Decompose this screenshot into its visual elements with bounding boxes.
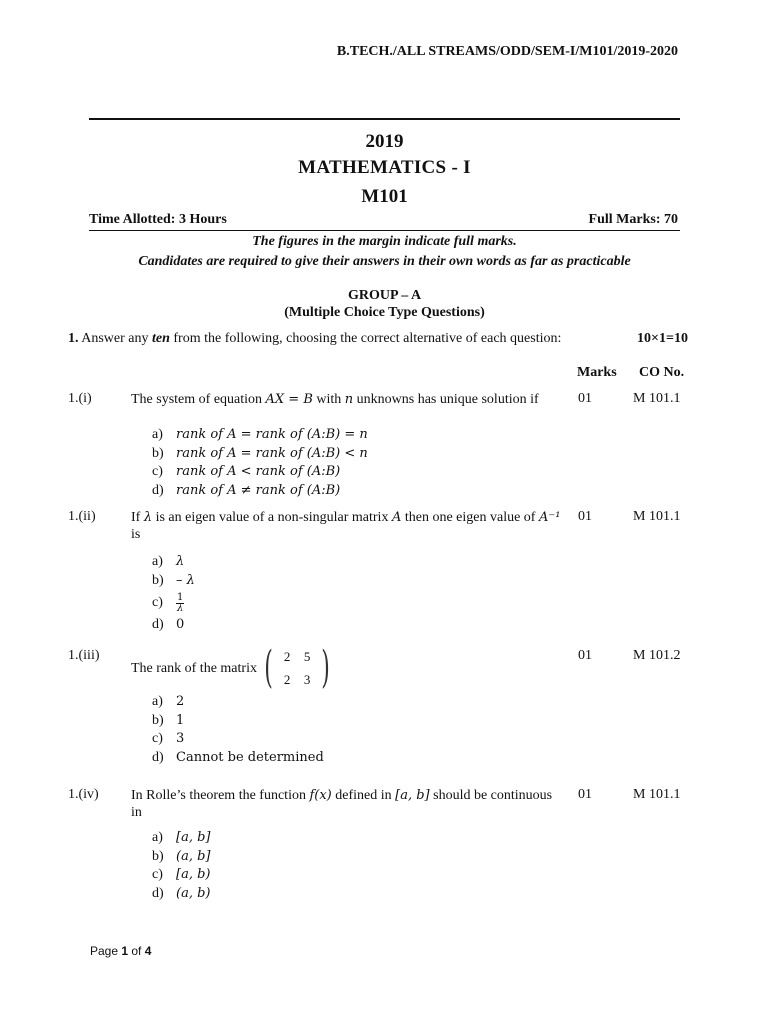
option-label: d)	[152, 885, 164, 901]
question-text-part: with	[312, 392, 345, 407]
option-label: a)	[152, 694, 163, 709]
option-label: c)	[152, 594, 163, 610]
option-list	[152, 426, 368, 500]
math-expression: A⁻¹	[538, 510, 561, 525]
option-item	[152, 572, 195, 591]
matrix-cell: 2	[283, 649, 291, 664]
instruction-number: 1.	[68, 331, 79, 346]
question-number: 1.(iv)	[68, 787, 99, 802]
instruction-text-after: from the following, choosing the correct alternative of each question:	[169, 331, 562, 346]
option-text: rank of A = rank of (A:B) = n	[176, 427, 368, 442]
matrix	[260, 642, 334, 693]
option-label: d)	[152, 749, 164, 765]
option-text: rank of A < rank of (A:B)	[176, 464, 341, 479]
fraction-denominator: λ	[177, 602, 184, 614]
option-item	[152, 553, 195, 572]
question-text-part: In Rolle’s theorem the function	[131, 788, 310, 803]
question-text	[131, 509, 561, 543]
full-marks: Full Marks: 70	[588, 212, 678, 227]
option-label: b)	[152, 712, 164, 728]
option-label: d)	[152, 617, 164, 632]
question-marks: 01	[578, 509, 592, 524]
question-text-part: then one eigen value of	[401, 510, 539, 525]
option-label: c)	[152, 464, 163, 479]
page-prefix: Page	[90, 944, 122, 958]
group-subtitle: (Multiple Choice Type Questions)	[284, 305, 485, 320]
math-expression: n	[344, 392, 354, 407]
option-text: λ	[176, 554, 185, 569]
option-item	[152, 693, 324, 712]
math-expression: AX = B	[265, 392, 313, 407]
option-item	[152, 829, 210, 848]
fraction-numerator: 1	[177, 591, 184, 603]
question-number: 1.(i)	[68, 391, 92, 406]
question-co: M 101.2	[633, 648, 681, 663]
question-co: M 101.1	[633, 391, 681, 406]
option-text: rank of A ≠ rank of (A:B)	[176, 482, 341, 498]
question-marks: 01	[578, 391, 592, 406]
option-label: a)	[152, 554, 163, 569]
option-label: d)	[152, 482, 164, 498]
question-number: 1.(iii)	[68, 648, 100, 663]
option-item	[152, 590, 195, 616]
co-column-header: CO No.	[639, 365, 685, 380]
page-middle: of	[128, 944, 145, 958]
subject-title: MATHEMATICS - I	[298, 157, 471, 178]
fraction	[176, 593, 184, 614]
question-text-part: defined in	[331, 788, 396, 803]
option-item	[152, 616, 195, 635]
option-item	[152, 730, 324, 749]
matrix-cell: 3	[303, 672, 311, 687]
math-expression: f(x)	[309, 788, 332, 803]
time-allotted: Time Allotted: 3 Hours	[89, 212, 227, 227]
question-text-part: should be continuous in	[131, 788, 553, 820]
page-total: 4	[144, 944, 152, 958]
option-item	[152, 445, 368, 464]
candidates-note: Candidates are required to give their answers in their own words as far as practicable	[138, 254, 631, 269]
question-instruction	[68, 331, 688, 347]
option-item	[152, 426, 368, 445]
matrix-cell: 5	[303, 649, 311, 664]
question-text-part: If	[131, 510, 144, 525]
option-list	[152, 693, 324, 767]
matrix-cell: 2	[283, 672, 291, 687]
left-paren-icon: (	[264, 642, 273, 693]
option-label: a)	[152, 427, 163, 442]
option-list	[152, 553, 195, 635]
page-indicator	[90, 944, 151, 958]
option-text: Cannot be determined	[176, 749, 324, 765]
question-text-part: is	[131, 527, 141, 542]
option-item	[152, 749, 324, 768]
option-text: rank of A = rank of (A:B) < n	[176, 445, 368, 461]
option-text: [a, b)	[176, 867, 211, 882]
question-text	[131, 391, 561, 408]
option-item	[152, 848, 210, 867]
right-paren-icon: )	[321, 642, 331, 693]
header-rule	[89, 230, 680, 231]
option-text: (a, b)	[176, 885, 211, 901]
option-text: [a, b]	[176, 830, 211, 845]
exam-year: 2019	[365, 131, 404, 152]
option-text: 0	[176, 617, 185, 632]
option-text: – λ	[176, 572, 195, 588]
marks-column-header: Marks	[577, 365, 617, 380]
page-current: 1	[121, 944, 129, 958]
margin-note: The figures in the margin indicate full marks.	[252, 234, 517, 249]
math-expression: [a, b]	[395, 788, 430, 803]
paper-code: B.TECH./ALL STREAMS/ODD/SEM-I/M101/2019-2020	[336, 44, 678, 59]
option-text: 2	[176, 694, 185, 709]
option-label: c)	[152, 867, 163, 882]
instruction-text-before: Answer any	[78, 331, 152, 346]
group-title: GROUP – A	[347, 288, 422, 303]
option-list	[152, 829, 210, 903]
matrix-grid	[277, 648, 317, 688]
question-text	[131, 642, 561, 693]
question-number: 1.(ii)	[68, 509, 96, 524]
question-text-part: is an eigen value of a non-singular matrix	[152, 510, 392, 525]
option-item	[152, 885, 210, 904]
option-label: c)	[152, 731, 163, 746]
question-text-part: unknowns has unique solution if	[353, 392, 539, 407]
option-item	[152, 866, 210, 885]
option-text: 1	[176, 712, 185, 728]
question-marks: 01	[578, 648, 592, 663]
question-text	[131, 787, 561, 821]
option-item	[152, 482, 368, 501]
top-rule	[89, 118, 680, 120]
question-text-part: The system of equation	[131, 392, 266, 407]
course-code: M101	[361, 186, 408, 207]
math-expression: λ	[143, 510, 153, 525]
option-label: b)	[152, 848, 164, 864]
option-text: 3	[176, 731, 185, 746]
math-expression: A	[391, 510, 402, 525]
option-item	[152, 463, 368, 482]
option-item	[152, 712, 324, 731]
option-text: (a, b]	[176, 848, 211, 864]
question-co: M 101.1	[633, 787, 681, 802]
instruction-emphasis: ten	[152, 331, 170, 346]
question-co: M 101.1	[633, 509, 681, 524]
instruction-marks-total: 10×1=10	[637, 331, 688, 346]
option-label: b)	[152, 445, 164, 461]
option-label: b)	[152, 572, 164, 588]
question-marks: 01	[578, 787, 592, 802]
question-text-part: The rank of the matrix	[131, 660, 257, 676]
option-label: a)	[152, 830, 163, 845]
